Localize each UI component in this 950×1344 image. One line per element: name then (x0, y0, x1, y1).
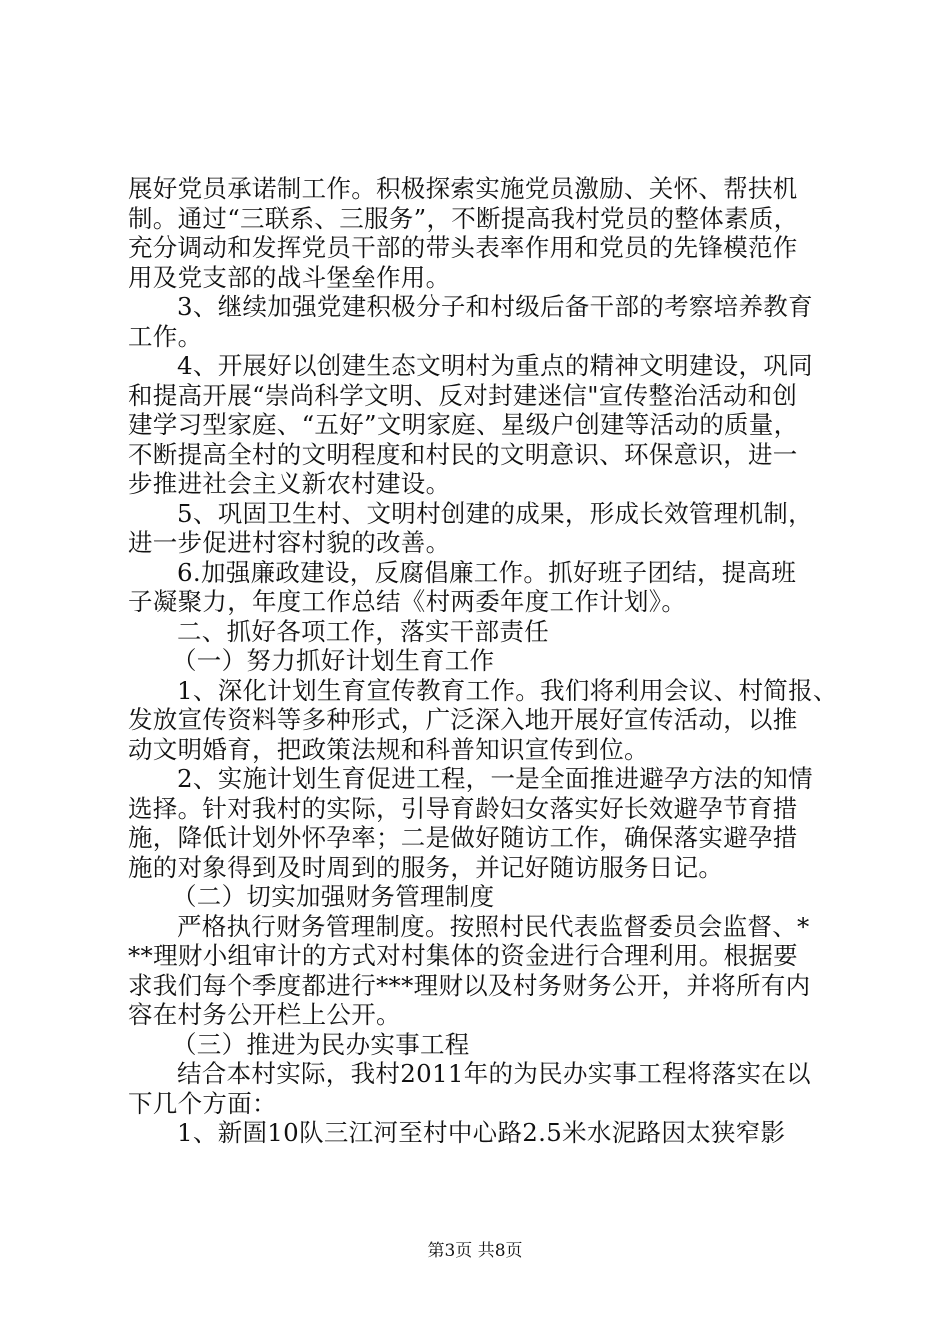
text-line: 工作。 (128, 321, 203, 351)
text-line: 施的对象得到及时周到的服务，并记好随访服务日记。 (128, 852, 724, 882)
text-line: 3、继续加强党建积极分子和村级后备干部的考察培养教育 (177, 292, 813, 321)
document-body (128, 174, 838, 1148)
page-number-footer: 第3页 共8页 (427, 1241, 523, 1261)
text-line: 发放宣传资料等多种形式，广泛深入地开展好宣传活动，以推 (128, 705, 798, 734)
text-line: 求我们每个季度都进行***理财以及村务财务公开，并将所有内 (128, 970, 811, 1000)
section-heading: 二、抓好各项工作，落实干部责任 (177, 616, 549, 646)
subsection-heading: （二）切实加强财务管理制度 (172, 882, 495, 911)
text-line: 步推进社会主义新农村建设。 (128, 469, 451, 498)
text-line: 施，降低计划外怀孕率；二是做好随访工作，确保落实避孕措 (128, 823, 798, 852)
text-line: 展好党员承诺制工作。积极探索实施党员激励、关怀、帮扶机 (128, 174, 798, 203)
text-line: 6.加强廉政建设，反腐倡廉工作。抓好班子团结，提高班 (177, 557, 797, 587)
text-line: 严格执行财务管理制度。按照村民代表监督委员会监督、* (177, 911, 810, 941)
text-line: 进一步促进村容村貌的改善。 (128, 528, 451, 557)
text-line: 结合本村实际，我村2011年的为民办实事工程将落实在以 (177, 1059, 811, 1088)
text-line: 用及党支部的战斗堡垒作用。 (128, 262, 451, 292)
text-line: 和提高开展“崇尚科学文明、反对封建迷信"宣传整治活动和创 (128, 380, 798, 410)
text-line: 下几个方面： (128, 1088, 277, 1118)
text-line: 容在村务公开栏上公开。 (128, 1000, 401, 1029)
text-line: 子凝聚力，年度工作总结《村两委年度工作计划》。 (128, 587, 687, 616)
text-line: 充分调动和发挥党员干部的带头表率作用和党员的先锋模范作 (128, 233, 798, 262)
text-line: 1、新圄10队三江河至村中心路2.5米水泥路因太狭窄影 (177, 1118, 786, 1147)
text-line: 选择。针对我村的实际，引导育龄妇女落实好长效避孕节育措 (128, 793, 798, 823)
text-line: 4、开展好以创建生态文明村为重点的精神文明建设，巩同 (177, 351, 813, 380)
text-line: 不断提高全村的文明程度和村民的文明意识、环保意识，进一 (128, 439, 798, 469)
subsection-heading: （一）努力抓好计划生育工作 (172, 646, 495, 675)
text-line: **理财小组审计的方式对村集体的资金进行合理利用。根据要 (128, 941, 798, 970)
text-line: 1、深化计划生育宣传教育工作。我们将利用会议、村简报、 (177, 675, 838, 705)
text-line: 2、实施计划生育促进工程，一是全面推进避孕方法的知情 (177, 764, 813, 793)
text-line: 制。通过“三联系、三服务”，不断提高我村党员的整体素质， (128, 203, 799, 233)
text-line: 动文明婚育，把政策法规和科普知识宣传到位。 (128, 734, 649, 764)
text-line: 建学习型家庭、“五好”文明家庭、星级户创建等活动的质量， (128, 410, 799, 439)
text-line: 5、巩固卫生村、文明村创建的成果，形成长效管理机制， (177, 498, 813, 528)
subsection-heading: （三）推进为民办实事工程 (172, 1029, 470, 1059)
